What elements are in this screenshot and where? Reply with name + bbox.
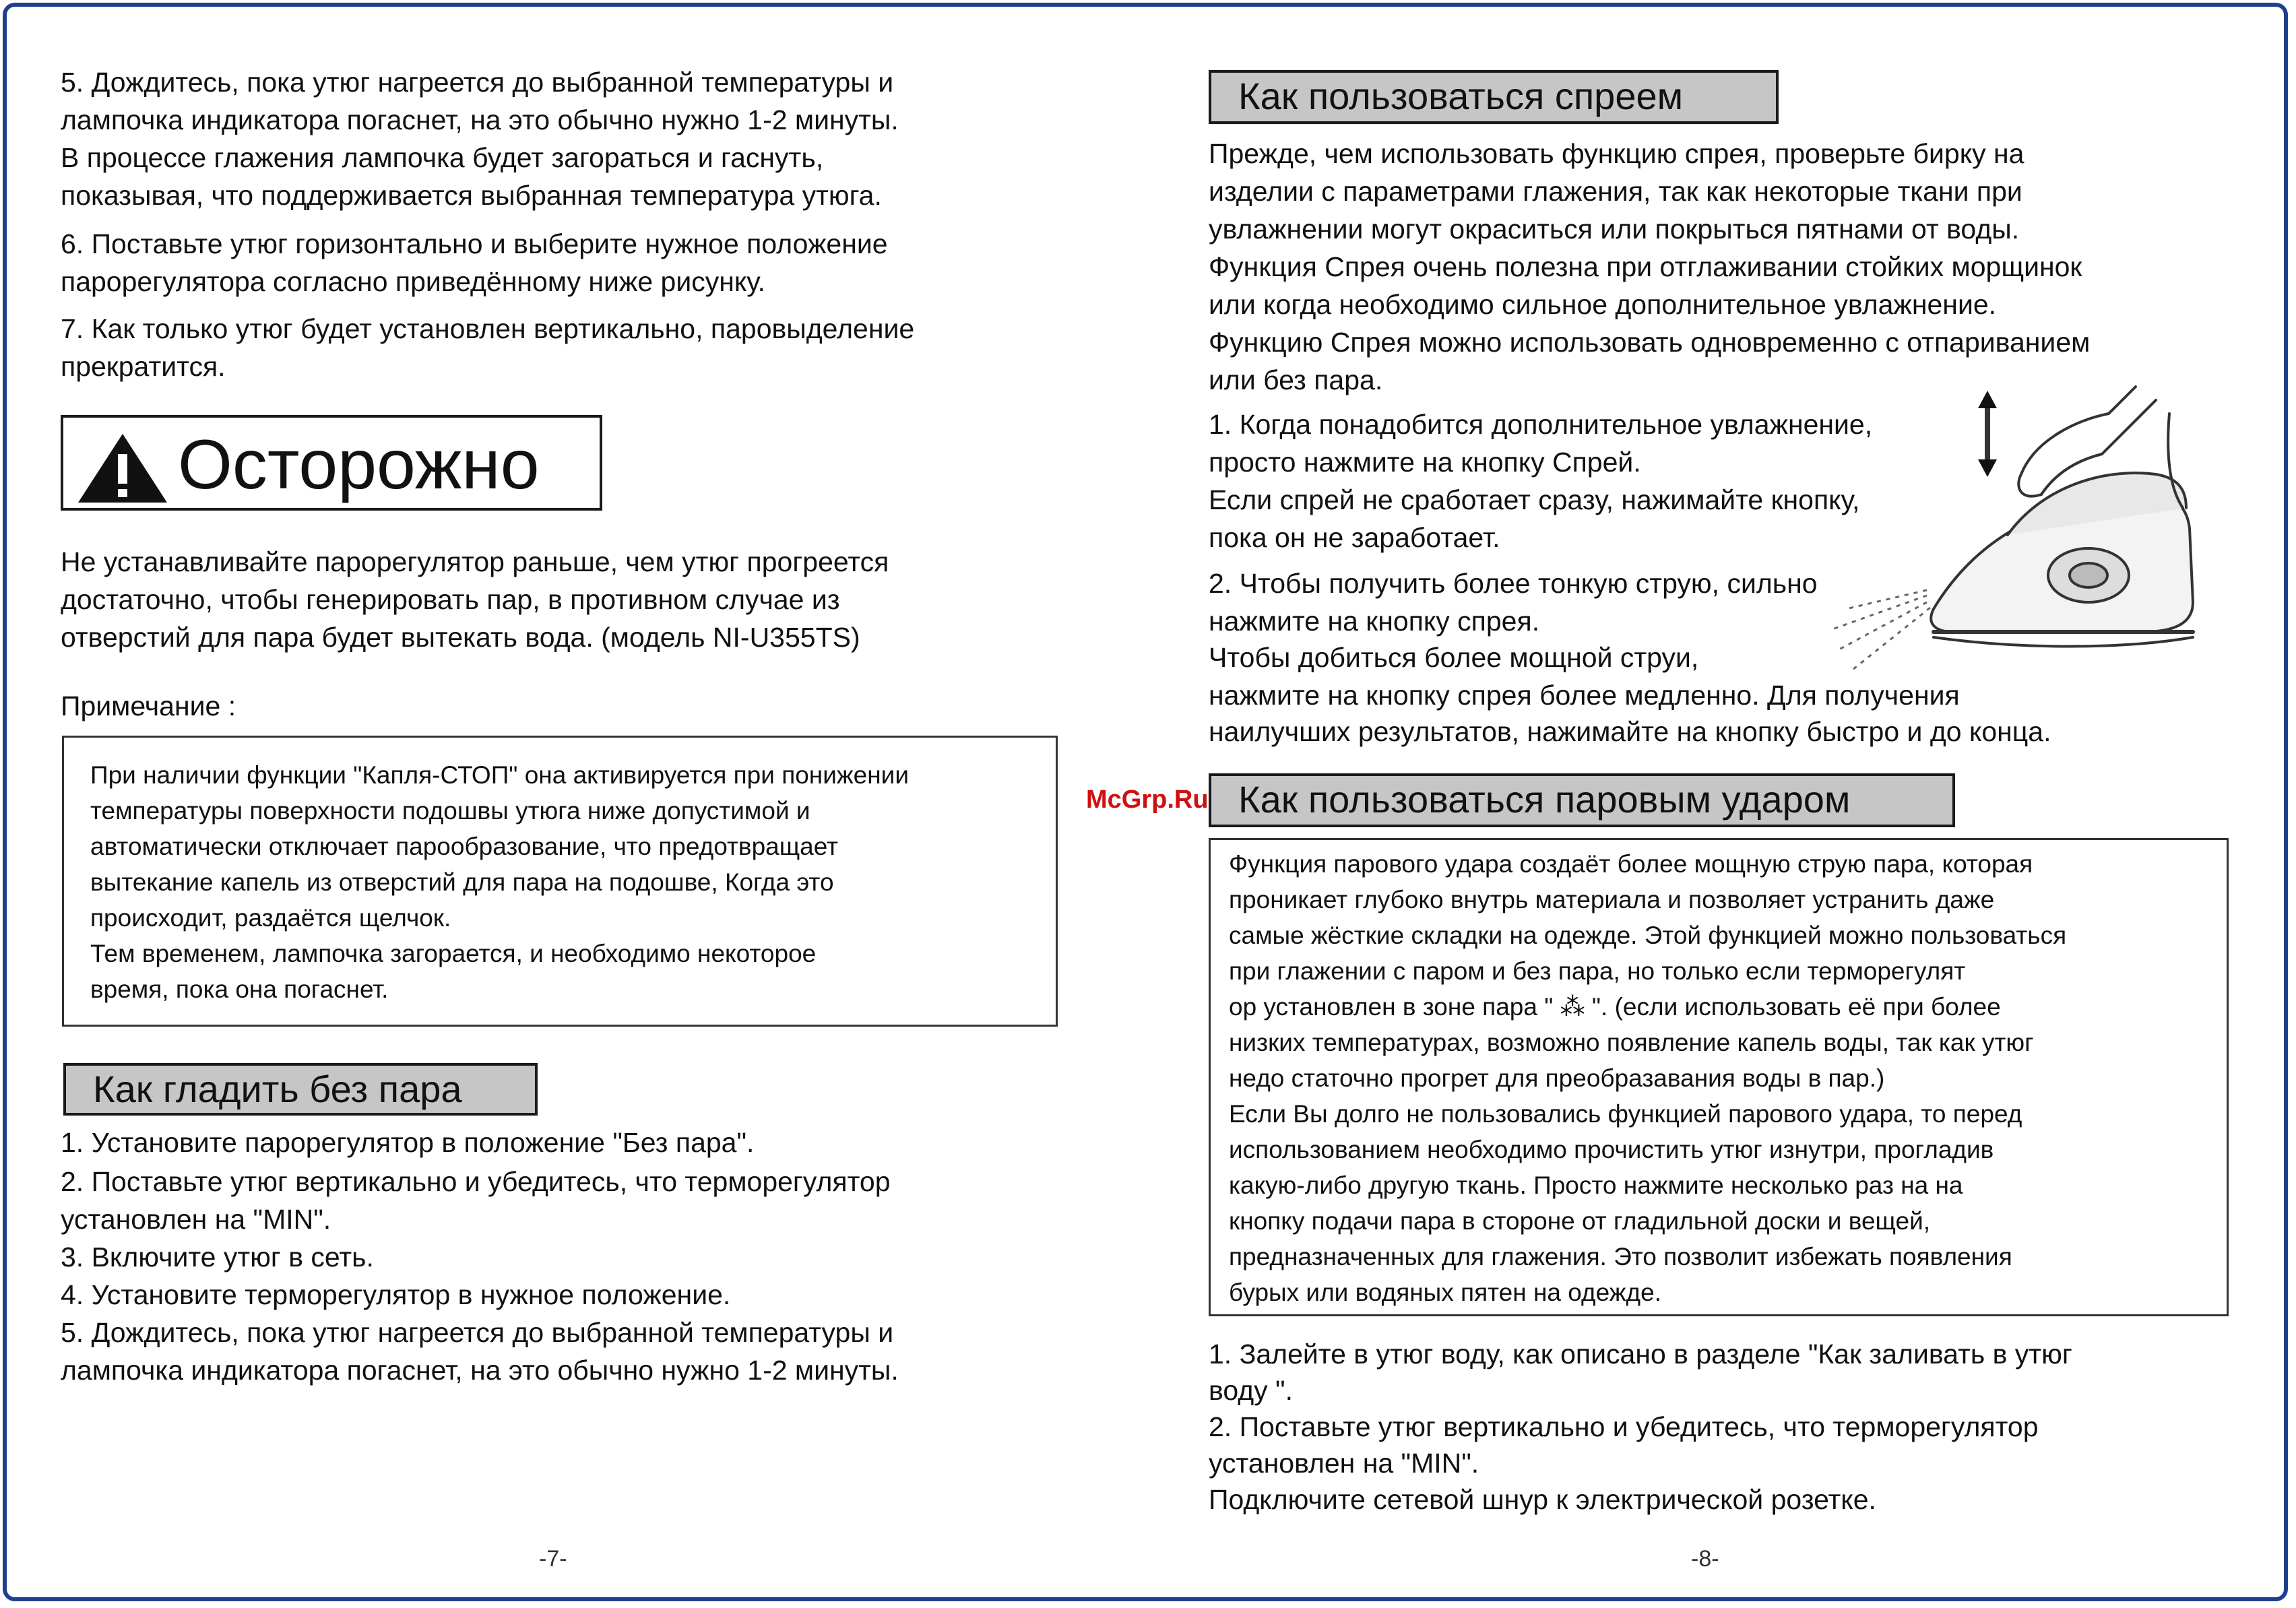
note-line: При наличии функции "Капля-СТОП" она активируется при понижении: [90, 761, 910, 789]
steam-shot-line: недо статочно прогрет для преобразавания воды в пар.): [1229, 1064, 1885, 1092]
steam-shot-line: Функция парового удара создаёт более мощную струю пара, которая: [1229, 850, 2033, 878]
caution-text-line: отверстий для пара будет вытекать вода. (модель NI-U355TS): [61, 622, 860, 653]
steam-shot-line: низких температурах, возможно появление капель воды, так как утюг: [1229, 1029, 2034, 1056]
spray-step: Чтобы добиться более мощной струи,: [1209, 642, 1699, 673]
spray-intro-line: изделии с параметрами глажения, так как некоторые ткани при: [1209, 176, 2022, 207]
watermark: McGrp.Ru: [1086, 785, 1209, 814]
no-steam-step: лампочка индикатора погаснет, на это обычно нужно 1-2 минуты.: [61, 1355, 899, 1386]
spray-intro-line: Функцию Спрея можно использовать одновременно с отпариванием: [1209, 327, 2091, 358]
steam-shot-step: 1. Залейте в утюг воду, как описано в разделе "Как заливать в утюг: [1209, 1339, 2072, 1370]
caution-title: Осторожно: [178, 426, 540, 504]
warning-triangle-icon: [75, 431, 170, 505]
section-title-spray: Как пользоваться спреем: [1209, 70, 1779, 124]
note-label: Примечание :: [61, 690, 236, 721]
steam-shot-line: какую-либо другую ткань. Просто нажмите несколько раз на на: [1229, 1171, 1963, 1199]
left-intro-line: лампочка индикатора погаснет, на это обычно нужно 1-2 минуты.: [61, 104, 899, 135]
steam-shot-line: проникает глубоко внутрь материала и позволяет устранить даже: [1229, 886, 1995, 913]
no-steam-step: 1. Установите парорегулятор в положение "Без пара".: [61, 1127, 755, 1158]
steam-shot-line: Если Вы долго не пользовались функцией парового удара, то перед: [1229, 1100, 2022, 1128]
left-intro-line: В процессе глажения лампочка будет загораться и гаснуть,: [61, 142, 824, 173]
steam-shot-line: бурых или водяных пятен на одежде.: [1229, 1279, 1661, 1306]
section-title-steam-shot: Как пользоваться паровым ударом: [1209, 773, 1955, 827]
section-title-no-steam: Как гладить без пара: [63, 1063, 538, 1116]
steam-shot-line: кнопку подачи пара в стороне от гладильной доски и вещей,: [1229, 1207, 1931, 1235]
left-intro-line: прекратится.: [61, 351, 226, 382]
spray-step: Если спрей не сработает сразу, нажимайте кнопку,: [1209, 484, 1860, 515]
spray-intro-line: Функция Спрея очень полезна при отглаживании стойких морщинок: [1209, 251, 2082, 282]
page-number-left: -7-: [539, 1546, 567, 1572]
spray-step: наилучших результатов, нажимайте на кнопку быстро и до конца.: [1209, 716, 2051, 747]
caution-text-line: Не устанавливайте парорегулятор раньше, чем утюг прогреется: [61, 546, 889, 577]
no-steam-step: 3. Включите утюг в сеть.: [61, 1242, 374, 1273]
steam-shot-line: при глажении с паром и без пара, но только если терморегулят: [1229, 957, 1966, 985]
spray-step: пока он не заработает.: [1209, 522, 1500, 553]
spray-intro-line: Прежде, чем использовать функцию спрея, проверьте бирку на: [1209, 138, 2024, 169]
spray-intro-line: или без пара.: [1209, 364, 1383, 395]
iron-spray-illustration: [1819, 373, 2210, 676]
caution-box: [61, 415, 602, 511]
caution-text-line: достаточно, чтобы генерировать пар, в противном случае из: [61, 584, 840, 615]
no-steam-step: 4. Установите терморегулятор в нужное положение.: [61, 1279, 731, 1310]
no-steam-step: установлен на "MIN".: [61, 1204, 331, 1235]
note-line: автоматически отключает парообразование, что предотвращает: [90, 833, 839, 860]
steam-shot-step: Подключите сетевой шнур к электрической розетке.: [1209, 1484, 1876, 1515]
no-steam-step: 5. Дождитесь, пока утюг нагреется до выбранной температуры и: [61, 1317, 894, 1348]
left-intro-line: показывая, что поддерживается выбранная температура утюга.: [61, 180, 882, 211]
note-line: температуры поверхности подошвы утюга ниже допустимой и: [90, 797, 810, 825]
steam-shot-line: использованием необходимо прочистить утюг изнутри, прогладив: [1229, 1136, 1994, 1163]
spray-intro-line: увлажнении могут окраситься или покрыться пятнами от воды.: [1209, 214, 2020, 245]
left-intro-line: 6. Поставьте утюг горизонтально и выберите нужное положение: [61, 228, 888, 259]
page-number-right: -8-: [1691, 1546, 1719, 1572]
spray-step: просто нажмите на кнопку Спрей.: [1209, 447, 1641, 478]
spray-step: 2. Чтобы получить более тонкую струю, сильно: [1209, 568, 1818, 599]
note-line: Тем временем, лампочка загорается, и необходимо некоторое: [90, 940, 817, 967]
left-intro-line: парорегулятора согласно приведённому ниже рисунку.: [61, 266, 766, 297]
steam-shot-step: установлен на "MIN".: [1209, 1448, 1479, 1479]
steam-shot-step: 2. Поставьте утюг вертикально и убедитесь, что терморегулятор: [1209, 1411, 2039, 1442]
steam-shot-line: ор установлен в зоне пара " ⁂ ". (если использовать её при более: [1229, 993, 2001, 1021]
steam-shot-step: воду ".: [1209, 1375, 1293, 1406]
left-intro-line: 5. Дождитесь, пока утюг нагреется до выбранной температуры и: [61, 67, 894, 98]
spray-intro-line: или когда необходимо сильное дополнительное увлажнение.: [1209, 289, 1997, 320]
spray-step: нажмите на кнопку спрея более медленно. Для получения: [1209, 680, 1960, 711]
note-line: время, пока она погаснет.: [90, 975, 389, 1003]
no-steam-step: 2. Поставьте утюг вертикально и убедитесь, что терморегулятор: [61, 1166, 891, 1197]
spray-step: 1. Когда понадобится дополнительное увлажнение,: [1209, 409, 1873, 440]
spray-step: нажмите на кнопку спрея.: [1209, 606, 1540, 637]
left-intro-line: 7. Как только утюг будет установлен вертикально, паровыделение: [61, 313, 915, 344]
note-line: происходит, раздаётся щелчок.: [90, 904, 451, 932]
steam-shot-line: самые жёсткие складки на одежде. Этой функцией можно пользоваться: [1229, 922, 2067, 949]
steam-shot-line: предназначенных для глажения. Это позволит избежать появления: [1229, 1243, 2012, 1271]
note-line: вытекание капель из отверстий для пара на подошве, Когда это: [90, 868, 834, 896]
